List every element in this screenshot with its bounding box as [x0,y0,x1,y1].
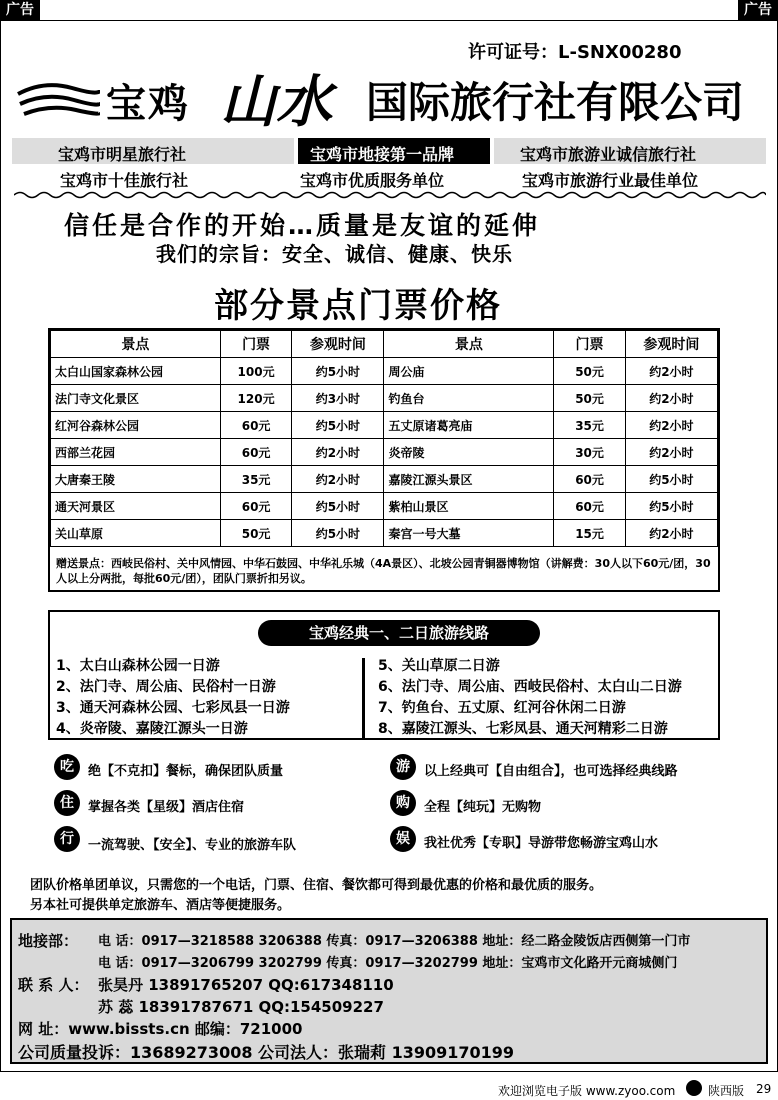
contact-line-1: 电 话：0917—3218588 3206388 传真：0917—3206388 地址：经二路金陵饭店西侧第一门市 [98,934,691,949]
table-cell: 嘉陵江源头景区 [384,466,554,493]
table-row [51,520,718,547]
table-cell: 钓鱼台 [384,385,554,412]
table-cell: 35元 [554,412,625,439]
table-cell: 太白山国家森林公园 [51,358,221,385]
list-item: 4、炎帝陵、嘉陵江源头一日游 [56,721,248,737]
table-cell: 约2小时 [292,439,384,466]
honor-text-5: 宝鸡市优质服务单位 [300,171,445,190]
table-cell: 50元 [554,385,625,412]
table-cell: 紫柏山景区 [384,493,554,520]
list-item: 8、嘉陵江源头、七彩凤县、通天河精彩二日游 [378,721,668,737]
tenet: 我们的宗旨：安全、诚信、健康、快乐 [156,242,513,266]
company-name-part1: 宝鸡 [106,81,190,127]
wave-logo-icon [16,76,100,122]
table-header-cell: 参观时间 [292,331,384,358]
group-note-2: 另本社可提供单定旅游车、酒店等便捷服务。 [30,898,291,913]
contact-person-label: 联 系 人： [18,976,89,994]
table-cell: 约2小时 [625,520,717,547]
table-cell: 约5小时 [625,493,717,520]
contact-box [10,918,768,1064]
honor-text-6: 宝鸡市旅游行业最佳单位 [522,171,699,190]
table-cell: 50元 [554,358,625,385]
table-cell: 约5小时 [292,412,384,439]
honor-text-1: 宝鸡市明星旅行社 [58,145,187,164]
contact-website[interactable]: 网 址：www.bissts.cn 邮编：721000 [18,1020,303,1038]
table-cell: 15元 [554,520,625,547]
feature-text: 一流驾驶、【安全】、专业的旅游车队 [88,838,297,853]
table-cell: 法门寺文化景区 [51,385,221,412]
honor-text-4: 宝鸡市十佳旅行社 [60,171,189,190]
honor-pill-1 [12,138,294,164]
table-cell: 通天河景区 [51,493,221,520]
zyoo-logo-icon [686,1080,702,1096]
contact-line-3: 张昊丹 13891765207 QQ:617348110 [98,976,394,994]
contact-line-4: 苏 蕊 18391787671 QQ:154509227 [98,998,384,1016]
routes-left-list [56,656,290,740]
table-cell: 秦宫一号大墓 [384,520,554,547]
table-row [51,466,718,493]
slogan: 信任是合作的开始…质量是友谊的延伸 [64,211,541,240]
table-row [51,358,718,385]
table-cell: 约5小时 [292,493,384,520]
table-cell: 30元 [554,439,625,466]
table-cell: 100元 [220,358,291,385]
table-header-cell: 景点 [51,331,221,358]
shop-icon: 购 [390,790,416,816]
table-cell: 120元 [220,385,291,412]
table-cell: 50元 [220,520,291,547]
eat-icon: 吃 [54,754,80,780]
table-cell: 西部兰花园 [51,439,221,466]
ad-tag-left: 广告 [0,0,40,20]
feature-text: 绝【不克扣】餐标，确保团队质量 [88,764,284,779]
table-cell: 约2小时 [625,439,717,466]
footer-welcome[interactable]: 欢迎浏览电子版 www.zyoo.com [498,1084,676,1098]
tour-icon: 游 [390,754,416,780]
table-cell: 60元 [220,493,291,520]
contact-complaint: 公司质量投诉：13689273008 公司法人：张瑞莉 13909170199 [18,1043,515,1062]
feature-text: 以上经典可【自由组合】，也可选择经典线路 [424,764,678,779]
list-item: 7、钓鱼台、五丈原、红河谷休闲二日游 [378,700,626,716]
table-cell: 约2小时 [625,385,717,412]
table-header-cell: 景点 [384,331,554,358]
table-header-cell: 门票 [554,331,625,358]
list-item: 2、法门寺、周公庙、民俗村一日游 [56,679,276,695]
table-cell: 周公庙 [384,358,554,385]
table-header-cell: 参观时间 [625,331,717,358]
table-cell: 约2小时 [625,358,717,385]
table-row [51,493,718,520]
honor-text-2: 宝鸡市地接第一品牌 [310,145,455,164]
routes-divider [362,658,365,738]
table-cell: 约2小时 [625,412,717,439]
table-cell: 大唐秦王陵 [51,466,221,493]
table-cell: 炎帝陵 [384,439,554,466]
entertainment-icon: 娱 [390,826,416,852]
table-cell: 60元 [554,466,625,493]
table-cell: 约5小时 [292,358,384,385]
table-cell: 35元 [220,466,291,493]
table-row [51,439,718,466]
table-note: 赠送景点：西岐民俗村、关中风情园、中华石鼓园、中华礼乐城（4A景区）、北坡公园青铜器博物馆（讲解费：30人以下60元/团，30人以上分两批，每批60元/团），团队门票折扣另议。 [56,557,711,585]
table-cell: 关山草原 [51,520,221,547]
list-item: 3、通天河森林公园、七彩凤县一日游 [56,700,290,716]
table-cell: 约5小时 [292,520,384,547]
license-number: 许可证号：L-SNX00280 [468,42,682,63]
feature-text: 掌握各类【星级】酒店住宿 [88,800,245,815]
table-cell: 约5小时 [625,466,717,493]
table-row [51,385,718,412]
table-row [51,412,718,439]
table-header-cell: 门票 [220,331,291,358]
table-header-row [51,331,718,358]
company-logo-calligraphy: 山水 [220,69,332,135]
routes-right-list [378,656,682,740]
price-table [50,330,718,547]
price-table-box [48,328,720,592]
table-cell: 五丈原诸葛亮庙 [384,412,554,439]
company-name-part2: 国际旅行社有限公司 [366,78,745,127]
table-cell: 60元 [554,493,625,520]
routes-box [48,610,720,740]
table-cell: 60元 [220,412,291,439]
ornament-divider [14,190,766,200]
stay-icon: 住 [54,790,80,816]
feature-text: 全程【纯玩】无购物 [424,800,542,815]
contact-dept-label: 地接部： [18,932,79,950]
contact-line-2: 电 话：0917—3206799 3202799 传真：0917—3202799 地址：宝鸡市文化路开元商城侧门 [98,956,678,971]
feature-text: 我社优秀【专职】导游带您畅游宝鸡山水 [424,836,659,851]
list-item: 6、法门寺、周公庙、西岐民俗村、太白山二日游 [378,679,682,695]
routes-title: 宝鸡经典一、二日旅游线路 [258,620,540,646]
page-number: 29 [756,1082,772,1096]
honor-text-3: 宝鸡市旅游业诚信旅行社 [520,145,697,164]
list-item: 5、关山草原二日游 [378,658,500,674]
footer-edition: 陕西版 [708,1084,745,1098]
price-title: 部分景点门票价格 [214,286,502,326]
honor-pill-2 [298,138,490,164]
honor-pill-3 [494,138,766,164]
table-cell: 60元 [220,439,291,466]
list-item: 1、太白山森林公园一日游 [56,658,220,674]
table-cell: 约3小时 [292,385,384,412]
table-cell: 红河谷森林公园 [51,412,221,439]
table-cell: 约2小时 [292,466,384,493]
travel-icon: 行 [54,826,80,852]
group-note-1: 团队价格单团单议，只需您的一个电话，门票、住宿、餐饮都可得到最优惠的价格和最优质的服务。 [30,878,603,893]
ad-tag-right: 广告 [738,0,778,20]
